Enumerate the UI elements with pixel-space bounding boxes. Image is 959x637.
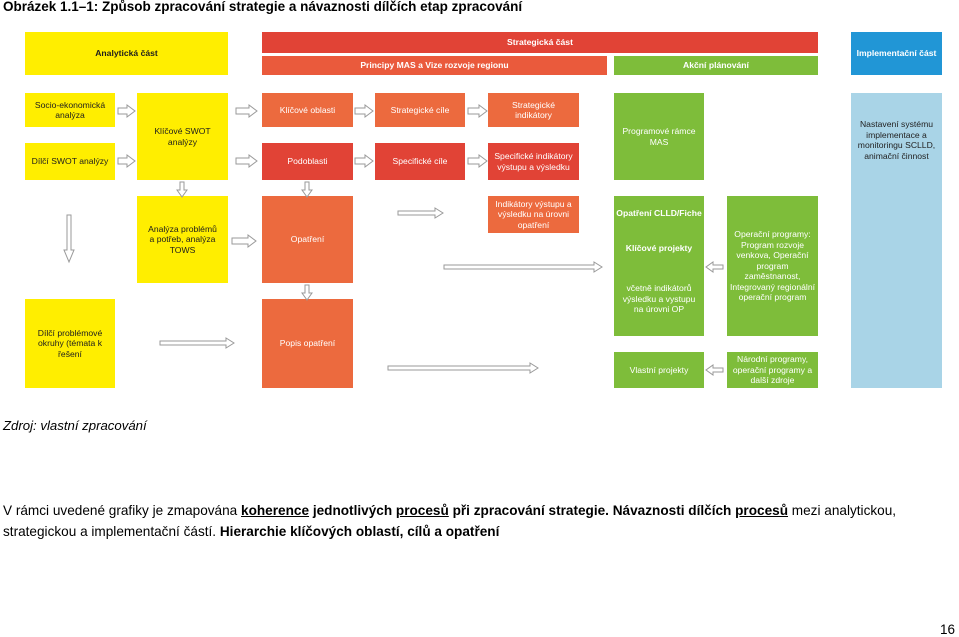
arrow-right-icon [236, 155, 257, 167]
arrow-right-icon [444, 262, 602, 272]
measures-label: Opatření [290, 234, 325, 245]
page-number: 16 [939, 622, 955, 637]
source-note: Zdroj: vlastní zpracování [3, 418, 147, 433]
strategic-goals-label: Strategické cíle [390, 104, 450, 115]
clld-indicators-label: včetně indikátorů výsledku a vystupu na úrovni OP [622, 283, 696, 314]
key-swot-label: Klíčové SWOT analýzy [154, 126, 211, 147]
action-plans-header-label: Akční plánování [683, 60, 749, 71]
arrow-left-icon [706, 262, 723, 272]
figure-caption: Obrázek 1.1–1: Způsob zpracování strategie a návaznosti dílčích etap zpracování [3, 0, 523, 14]
subareas-label: Podoblasti [287, 156, 328, 167]
own-projects-label: Vlastní projekty [629, 364, 689, 375]
implementation-header-label: Implementační část [856, 48, 937, 59]
strategic-header-label: Strategická část [507, 37, 573, 48]
para-bold-text: při zpracování strategie. Návaznosti dílčích [452, 503, 732, 518]
specific-goals-label: Specifické cíle [392, 156, 448, 167]
arrow-right-icon [236, 105, 257, 117]
clld-title: Opatření CLLD/Fiche [616, 208, 702, 218]
arrow-left-icon [706, 365, 723, 375]
body-paragraph [3, 500, 957, 542]
arrow-right-icon [118, 105, 135, 117]
problem-analysis-label: Analýza problémů a potřeb, analýza TOWS [148, 223, 217, 255]
arrow-right-icon [160, 338, 234, 348]
arrow-right-icon [468, 105, 487, 117]
para-word-koherence: koherence [241, 503, 310, 518]
arrow-right-icon [355, 105, 373, 117]
para-rest: mezi analytickou, strategickou a implementační částí. [3, 503, 897, 539]
key-areas-label: Klíčové oblasti [279, 104, 336, 115]
strategic-indicators-label: Strategické indikátory [512, 99, 555, 120]
arrow-right-icon [398, 208, 443, 218]
operational-programs-label: Operační programy: Program rozvoje venkova, Operační program zaměstnanost, Integrovaný regionální operační program [729, 229, 816, 303]
program-frames-label: Programové rámce MAS [622, 126, 696, 147]
specific-indicators-label: Specifické indikátory výstupu a výsledku [494, 151, 573, 172]
problem-areas-label: Dílčí problémové okruhy (témata k řešení [37, 327, 103, 359]
key-projects-label: Klíčové projekty [625, 242, 693, 253]
principles-header-label: Principy MAS a Vize rozvoje regionu [360, 60, 509, 71]
para-word-jednotlivych: jednotlivých [312, 503, 393, 518]
arrow-down-icon [64, 215, 74, 262]
arrow-right-icon [388, 363, 538, 373]
national-programs-label: Národní programy, operační programy a další zdroje [732, 354, 813, 386]
analytic-header-label: Analytická část [95, 48, 158, 59]
arrow-right-icon [232, 235, 256, 247]
para-word-procesu-2: procesů [735, 503, 789, 518]
partial-swot-label: Dílčí SWOT analýzy [31, 156, 109, 167]
measure-description-label: Popis opatření [279, 338, 336, 349]
socio-label: Socio-ekonomická analýza [34, 99, 106, 120]
arrow-right-icon [118, 155, 135, 167]
arrow-down-icon [177, 182, 187, 197]
output-indicators-label: Indikátory výstupu a výsledku na úrovni opatření [495, 198, 572, 230]
para-word-procesu: procesů [395, 503, 449, 518]
para-bold-end: Hierarchie klíčových oblastí, cílů a opatření [219, 524, 500, 539]
arrow-down-icon [302, 182, 312, 197]
arrow-right-icon [355, 155, 373, 167]
arrow-right-icon [468, 155, 487, 167]
implementation-system-label: Nastavení systému implementace a monitoringu SCLLD, animační činnost [857, 119, 936, 161]
para-intro: V rámci uvedené grafiky je zmapována [3, 503, 242, 518]
arrow-down-icon [302, 285, 312, 300]
